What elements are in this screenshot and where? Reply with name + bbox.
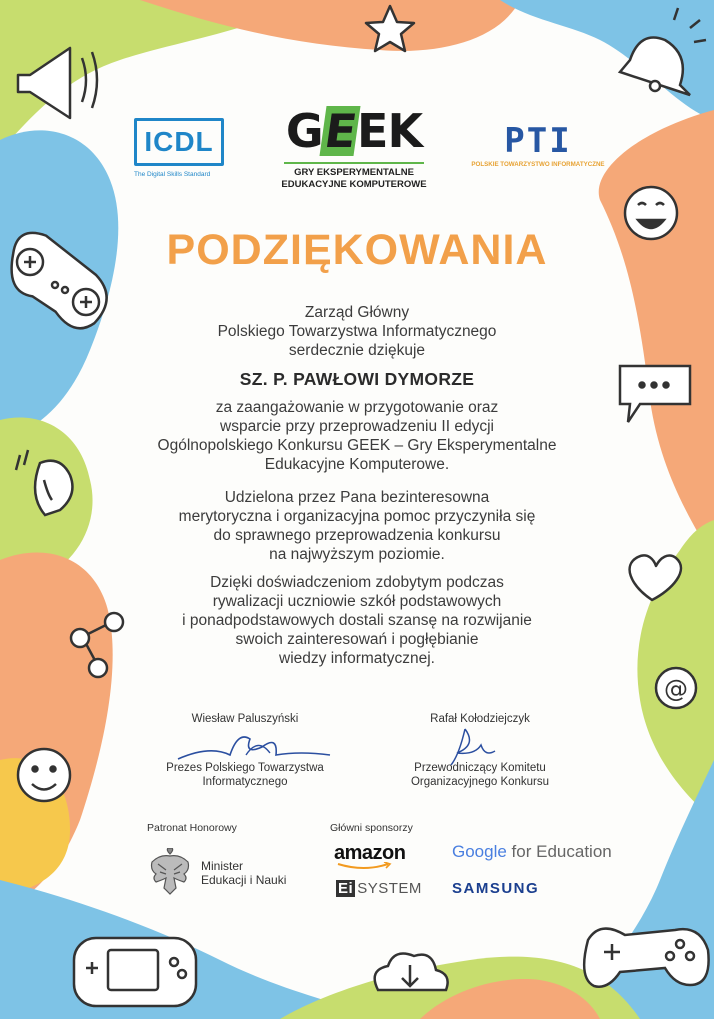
pti-tagline: POLSKIE TOWARZYSTWO INFORMATYCZNE — [471, 161, 605, 168]
eisystem-name: SYSTEM — [357, 880, 422, 897]
google-for-education-logo — [452, 842, 612, 862]
paragraph-line: za zaangażowanie w przygotowanie oraz — [215, 399, 499, 416]
cloud-download-icon — [375, 954, 448, 990]
geek-letter-2: E — [320, 104, 359, 158]
icdl-logo-text: ICDL — [134, 118, 224, 166]
geek-subtitle-1: GRY EKSPERYMENTALNE — [294, 167, 414, 178]
icdl-tagline: The Digital Skills Standard — [134, 171, 211, 178]
amazon-wordmark: amazon — [334, 842, 406, 864]
amazon-logo — [334, 842, 405, 870]
paragraph-line: na najwyższym poziomie. — [269, 546, 445, 563]
paragraph-2 — [0, 488, 714, 564]
signatory-role: Organizacyjnego Konkursu — [410, 776, 550, 788]
signature-right — [385, 713, 575, 789]
pti-logo — [462, 121, 614, 168]
pti-logo-word: PTI — [504, 121, 572, 161]
handwritten-signature-left — [150, 725, 340, 765]
at-icon — [656, 668, 696, 708]
icdl-logo — [134, 118, 226, 178]
paragraph-line: do sprawnego przeprowadzenia konkursu — [213, 527, 501, 544]
certificate-title: PODZIĘKOWANIA — [166, 226, 548, 274]
samsung-logo: SAMSUNG — [452, 880, 540, 897]
paragraph-line: wiedzy informatycznej. — [279, 650, 435, 667]
handheld-console-icon — [74, 938, 196, 1006]
paragraph-line: Ogólnopolskiego Konkursu GEEK – Gry Eksperymentalne — [157, 437, 557, 454]
paragraph-line: Dzięki doświadczeniom zdobytym podczas — [210, 574, 504, 591]
eisystem-mark: Ei — [338, 880, 354, 897]
geek-letter-4: K — [387, 104, 423, 158]
patron-line: Edukacji i Nauki — [201, 873, 287, 887]
paragraph-3 — [0, 573, 714, 668]
paragraph-line: Udzielona przez Pana bezinteresowna — [224, 489, 490, 506]
paragraph-line: wsparcie przy przeprowadzeniu II edycji — [220, 418, 494, 435]
paragraph-line: rywalizacji uczniowie szkół podstawowych — [212, 593, 502, 610]
patronage-label: Patronat Honorowy — [147, 822, 237, 834]
paragraph-line: Edukacyjne Komputerowe. — [264, 456, 450, 473]
smiley-left-icon — [18, 749, 70, 801]
geek-logo-word — [280, 106, 428, 156]
intro-line: Zarząd Główny — [304, 304, 410, 321]
geek-letter-3: E — [357, 104, 388, 158]
sponsors-label: Główni sponsorzy — [330, 822, 413, 834]
for-education-text: for Education — [506, 842, 612, 861]
signatory-name: Rafał Kołodziejczyk — [430, 713, 530, 725]
geek-logo-bar — [284, 162, 424, 164]
paragraph-line: i ponadpodstawowych dostali szansę na rozwijanie — [182, 612, 532, 629]
intro-line: serdecznie dziękuje — [288, 342, 426, 359]
signature-left — [150, 713, 340, 789]
google-wordmark: Google — [452, 842, 507, 861]
intro-line: Polskiego Towarzystwa Informatycznego — [217, 323, 497, 340]
geek-subtitle-2: EDUKACYJNE KOMPUTEROWE — [281, 179, 427, 190]
polish-eagle-emblem — [148, 848, 192, 896]
signatory-name: Wiesław Paluszyński — [191, 713, 299, 725]
geek-logo — [280, 106, 428, 191]
signatory-role: Przewodniczący Komitetu — [414, 762, 546, 774]
paragraph-line: merytoryczna i organizacyjna pomoc przyczyniła się — [178, 508, 536, 525]
signatory-role: Informatycznego — [202, 776, 288, 788]
recipient-name: SZ. P. PAWŁOWI DYMORZE — [239, 369, 475, 389]
paragraph-line: swoich zainteresowań i pogłębianie — [235, 631, 479, 648]
patron-line: Minister — [201, 859, 244, 873]
geek-letter-1: G — [285, 104, 323, 158]
handwritten-signature-right — [385, 725, 575, 765]
svg-text:@: @ — [664, 675, 688, 703]
eisystem-logo — [336, 880, 422, 897]
paragraph-1 — [0, 398, 714, 474]
intro-text — [0, 303, 714, 360]
patron-minister — [201, 859, 286, 887]
signatory-role: Prezes Polskiego Towarzystwa — [166, 762, 324, 774]
